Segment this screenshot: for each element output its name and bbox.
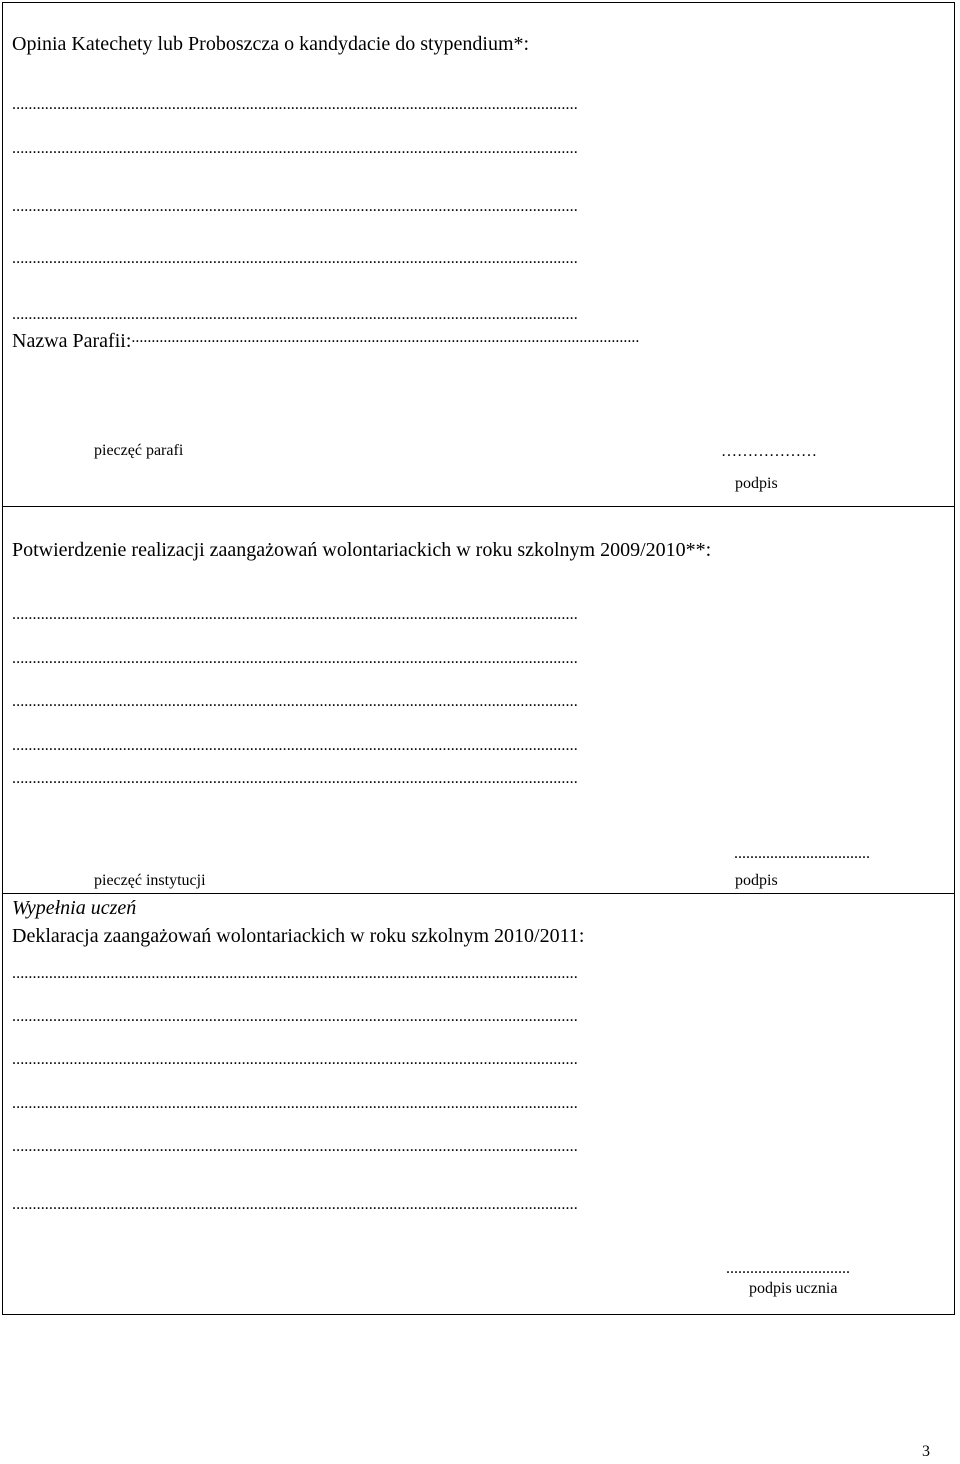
opinion-dot-line-2: ..........................................................................................................................................: [12, 140, 578, 157]
confirmation-dot-line-1: ..........................................................................................................................................: [12, 606, 578, 623]
section-divider-1: [2, 506, 955, 507]
opinion-dot-line-4: ..........................................................................................................................................: [12, 250, 578, 267]
parish-name-dots: ...............................................................................................................................: [131, 329, 640, 346]
confirmation-dot-line-3: ..........................................................................................................................................: [12, 693, 578, 710]
confirmation-dot-line-5: ..........................................................................................................................................: [12, 770, 578, 787]
declaration-dot-line-5: ..........................................................................................................................................: [12, 1138, 578, 1155]
institution-stamp-label: pieczęć instytucji: [94, 872, 206, 889]
volunteering-declaration-title: Deklaracja zaangażowań wolontariackich w roku szkolnym 2010/2011:: [12, 925, 585, 947]
opinion-dot-line-1: ..........................................................................................................................................: [12, 96, 578, 113]
institution-signature-label: podpis: [735, 872, 778, 889]
student-signature-dots: ...............................: [726, 1260, 850, 1277]
parish-stamp-label: pieczęć parafi: [94, 442, 184, 459]
student-signature-label: podpis ucznia: [749, 1280, 838, 1297]
declaration-dot-line-4: ..........................................................................................................................................: [12, 1095, 578, 1112]
parish-name-label: [12, 329, 831, 353]
opinion-dot-line-5: ..........................................................................................................................................: [12, 306, 578, 323]
page-number: 3: [922, 1443, 930, 1460]
opinion-dot-line-3: ..........................................................................................................................................: [12, 198, 578, 215]
filled-by-student-note: Wypełnia uczeń: [12, 897, 137, 919]
declaration-dot-line-3: ..........................................................................................................................................: [12, 1051, 578, 1068]
parish-name-text: Nazwa Parafii:: [12, 330, 132, 352]
volunteering-confirmation-title: Potwierdzenie realizacji zaangażowań wolontariackich w roku szkolnym 2009/2010**:: [12, 539, 712, 561]
opinion-title: Opinia Katechety lub Proboszcza o kandydacie do stypendium*:: [12, 33, 530, 55]
declaration-dot-line-2: ..........................................................................................................................................: [12, 1008, 578, 1025]
section-divider-2: [2, 893, 955, 894]
confirmation-dot-line-2: ..........................................................................................................................................: [12, 650, 578, 667]
confirmation-dot-line-4: ..........................................................................................................................................: [12, 737, 578, 754]
declaration-dot-line-6: ..........................................................................................................................................: [12, 1196, 578, 1213]
declaration-dot-line-1: ..........................................................................................................................................: [12, 965, 578, 982]
institution-signature-dots: ..................................: [734, 845, 870, 862]
priest-signature-label: podpis: [735, 475, 778, 492]
priest-signature-dots: ………………: [721, 443, 817, 460]
